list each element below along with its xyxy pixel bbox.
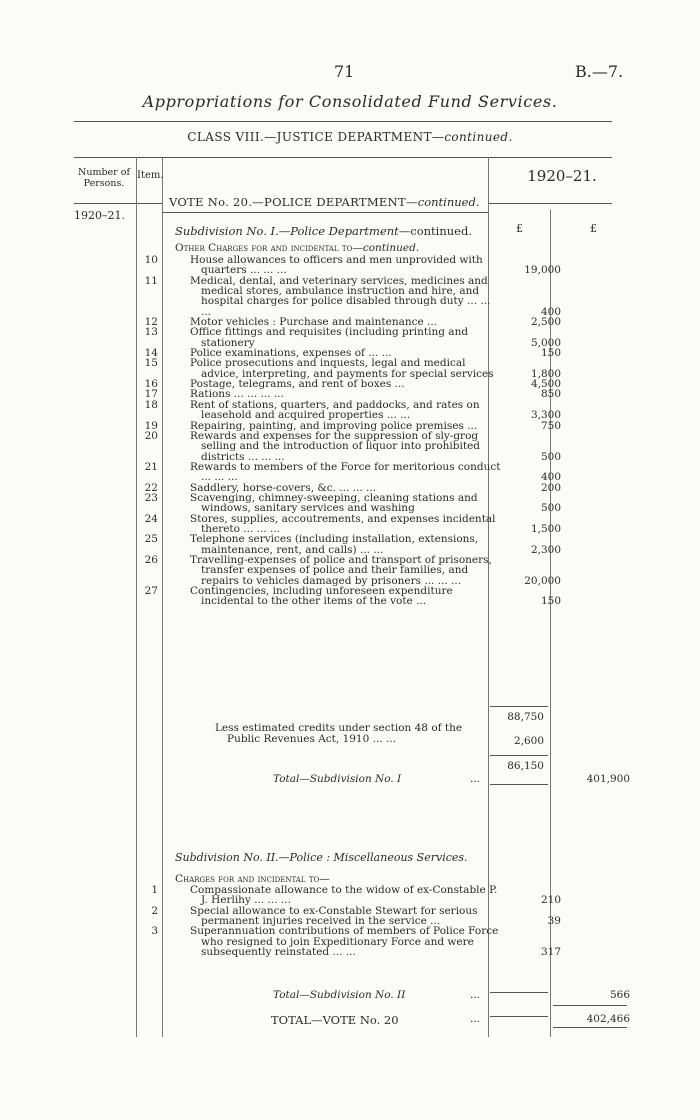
subdivision-1-heading [175, 224, 472, 238]
item-amount-value: 19,000 [524, 264, 561, 277]
pound-sign-amount: £ [516, 222, 523, 235]
vote-title-cont: continued. [417, 195, 480, 209]
line-item [140, 327, 700, 348]
subdivision-1-total-rule [490, 784, 548, 785]
item-number: 23 [144, 491, 158, 504]
item-number: 2 [151, 904, 158, 917]
grand-total-dots: ... [470, 1013, 481, 1025]
item-amount [507, 327, 561, 348]
subdivision-1-lead-caps: Other Charges for and incidental to [175, 242, 353, 254]
item-description: Scavenging, chimney-sweeping, cleaning stations and windows, sanitary services and washing [190, 491, 478, 515]
subdivision-1-heading-name: Subdivision No. I.—Police Department [175, 224, 399, 238]
item-amount [507, 255, 561, 276]
line-item [140, 358, 700, 379]
item-number: 21 [144, 460, 158, 473]
item-amount-value: 200 [540, 481, 561, 494]
line-item [140, 555, 700, 586]
item-number: 1 [151, 884, 158, 896]
year-header-rule [488, 203, 612, 204]
item-amount-value: 317 [540, 946, 561, 959]
item-amount-value: 750 [540, 419, 561, 432]
subdivision-1-items [140, 255, 700, 607]
subdivision-1-total: 401,900 [586, 773, 630, 785]
item-amount [507, 493, 561, 514]
subdivision-2-total-label: Total—Subdivision No. II [273, 989, 406, 1001]
vote-title-rule [162, 212, 488, 213]
item-amount [507, 421, 561, 431]
item-description: Police prosecutions and inquests, legal and medical advice, interpreting, and payments for special services [190, 357, 494, 380]
item-amount [507, 358, 561, 379]
subdivision-1-lead-cont: —continued. [352, 242, 420, 254]
subdivision-1-heading-cont: —continued. [398, 224, 472, 238]
item-header-rule [136, 203, 162, 204]
item-number: 24 [144, 512, 158, 525]
class-heading-main: CLASS VIII.—JUSTICE DEPARTMENT— [187, 130, 445, 144]
item-amount-value: 400 [540, 471, 561, 484]
subdivision-1-total-dots: ... [470, 773, 481, 785]
subdivision-2-items [140, 885, 700, 957]
line-item [140, 586, 700, 607]
item-number: 15 [144, 357, 158, 370]
item-description: Telephone services (including installation, extensions, maintenance, rent, and calls) ... ... [190, 533, 479, 556]
grand-total-amount-rule [490, 1016, 548, 1017]
page-title: Appropriations for Consolidated Fund Services. [142, 92, 558, 111]
item-description: Police examinations, expenses of ... ... [190, 347, 392, 360]
vote-title-main: VOTE No. 20.—POLICE DEPARTMENT— [169, 195, 418, 209]
item-description: Superannuation contributions of members of Police Force who resigned to join Expeditionary Force and were subsequently reinstated ... ... [190, 925, 499, 959]
item-number: 22 [144, 481, 158, 494]
line-item [140, 276, 700, 317]
item-description: Stores, supplies, accoutrements, and expenses incidental thereto ... ... ... [190, 512, 496, 535]
item-amount [507, 462, 561, 483]
item-amount [507, 514, 561, 535]
item-amount [507, 906, 561, 927]
item-amount-value: 2,500 [530, 316, 561, 329]
item-amount-value: 20,000 [524, 574, 561, 587]
year-column-header: 1920–21. [527, 167, 597, 185]
item-number: 19 [144, 419, 158, 432]
class-heading [0, 130, 700, 144]
item-amount [507, 276, 561, 317]
less-credits-label: Less estimated credits under section 48 of the Public Revenues Act, 1910 ... ... [215, 722, 463, 745]
item-description: Special allowance to ex-Constable Stewart for serious permanent injuries received in the service ... [190, 904, 478, 928]
subdivision-1-total-label: Total—Subdivision No. I [273, 773, 402, 785]
item-amount [507, 389, 561, 399]
item-number: 13 [144, 326, 158, 339]
item-amount-value: 400 [540, 305, 561, 318]
persons-column-header: Number of Persons. [78, 167, 130, 189]
line-item [140, 906, 700, 927]
item-amount [507, 431, 561, 462]
line-item [140, 534, 700, 555]
class-heading-cont: continued. [444, 130, 513, 144]
title-rule [74, 121, 612, 122]
persons-year-label: 1920–21. [74, 209, 125, 222]
page-number: 71 [334, 62, 355, 81]
less-credits-amount: 2,600 [513, 735, 544, 747]
item-number: 11 [144, 274, 158, 287]
line-item [140, 400, 700, 421]
item-amount-value: 500 [540, 450, 561, 463]
item-description: Motor vehicles : Purchase and maintenance ... [190, 316, 438, 329]
line-item [140, 255, 700, 276]
item-number: 20 [144, 429, 158, 442]
item-description: Travelling-expenses of police and transport of prisoners, transfer expenses of police and their families, and repairs to vehicles damaged by prisoners ... ... ... [190, 553, 492, 587]
item-description: Rewards and expenses for the suppression of sly-grog selling and the introduction of liquor into prohibited districts ... ... ... [190, 429, 480, 463]
item-amount-value: 2,300 [530, 543, 561, 556]
item-amount-value: 1,500 [530, 522, 561, 535]
subdivision-1-lead [175, 242, 419, 254]
subdivision-2-total-rule [490, 992, 548, 993]
persons-column-rule [136, 157, 137, 1037]
subdivision-2-total-dots: ... [470, 989, 481, 1001]
subdivision-2-total: 566 [609, 989, 630, 1001]
subdivision-1-net: 86,150 [507, 760, 544, 772]
item-number: 25 [144, 533, 158, 546]
net-rule [490, 755, 548, 756]
line-item [140, 885, 700, 906]
item-number: 14 [144, 347, 158, 360]
subdivision-1-gross: 88,750 [507, 711, 544, 723]
item-amount [507, 926, 561, 957]
line-item [140, 514, 700, 535]
item-number: 18 [144, 398, 158, 411]
item-amount [507, 534, 561, 555]
item-amount-value: 850 [540, 388, 561, 401]
grand-total-bottom-rule [553, 1027, 627, 1028]
item-amount [507, 885, 561, 906]
item-description: Office fittings and requisites (including printing and stationery [190, 326, 469, 349]
table-top-rule [74, 157, 612, 158]
item-description: Compassionate allowance to the widow of ex-Constable P. J. Herlihy ... ... ... [190, 884, 498, 907]
vote-title [169, 195, 479, 209]
subdivision-2-lead: Charges for and incidental to— [175, 873, 330, 885]
item-description: Rewards to members of the Force for meritorious conduct ... ... ... [190, 460, 501, 484]
line-item [140, 926, 700, 957]
paper-code: B.—7. [575, 62, 624, 81]
item-description: Rent of stations, quarters, and paddocks, and rates on leasehold and acquired properties ... ... [190, 398, 480, 422]
item-description: House allowances to officers and men unprovided with quarters ... ... ... [190, 254, 483, 277]
grand-total: 402,466 [586, 1013, 630, 1025]
pound-sign-total: £ [590, 222, 597, 235]
item-number: 16 [144, 378, 158, 391]
item-amount-value: 500 [540, 502, 561, 515]
item-number: 26 [144, 553, 158, 566]
item-amount-value: 3,300 [530, 409, 561, 422]
item-description: Contingencies, including unforeseen expenditure incidental to the other items of the vote ... [190, 585, 453, 608]
item-column-header: Item. [137, 170, 164, 181]
item-description: Rations ... ... ... ... [190, 388, 284, 401]
line-item [140, 462, 700, 483]
item-amount-value: 150 [540, 347, 561, 360]
subdivision-2-heading: Subdivision No. II.—Police : Miscellaneous Services. [175, 851, 468, 864]
item-amount-value: 210 [540, 894, 561, 907]
persons-header-rule [74, 203, 136, 204]
item-number: 10 [144, 254, 158, 266]
grand-total-top-rule [553, 1005, 627, 1006]
item-number: 12 [144, 316, 158, 329]
item-amount-value: 39 [547, 915, 561, 928]
item-number: 3 [151, 925, 158, 938]
gross-rule [490, 706, 548, 707]
item-amount [507, 483, 561, 493]
line-item [140, 493, 700, 514]
item-amount-value: 4,500 [530, 378, 561, 391]
item-amount [507, 400, 561, 421]
item-description: Postage, telegrams, and rent of boxes ... [190, 378, 405, 391]
item-amount [507, 348, 561, 358]
item-number: 27 [144, 585, 158, 597]
item-number: 17 [144, 388, 158, 401]
item-description: Repairing, painting, and improving police premises ... [190, 419, 478, 432]
grand-total-label: TOTAL—VOTE No. 20 [271, 1013, 399, 1027]
item-amount-value: 5,000 [530, 336, 561, 349]
item-amount-value: 150 [540, 595, 561, 608]
line-item [140, 431, 700, 462]
item-description: Medical, dental, and veterinary services, medicines and medical stores, ambulance instruction and hire, and hospital charges for police disabled through duty ... ... ... [190, 274, 491, 318]
item-description: Saddlery, horse-covers, &c. ... ... ... [190, 481, 377, 494]
item-amount [507, 555, 561, 586]
item-amount [507, 317, 561, 327]
item-amount-value: 1,800 [530, 367, 561, 380]
item-amount [507, 586, 561, 607]
